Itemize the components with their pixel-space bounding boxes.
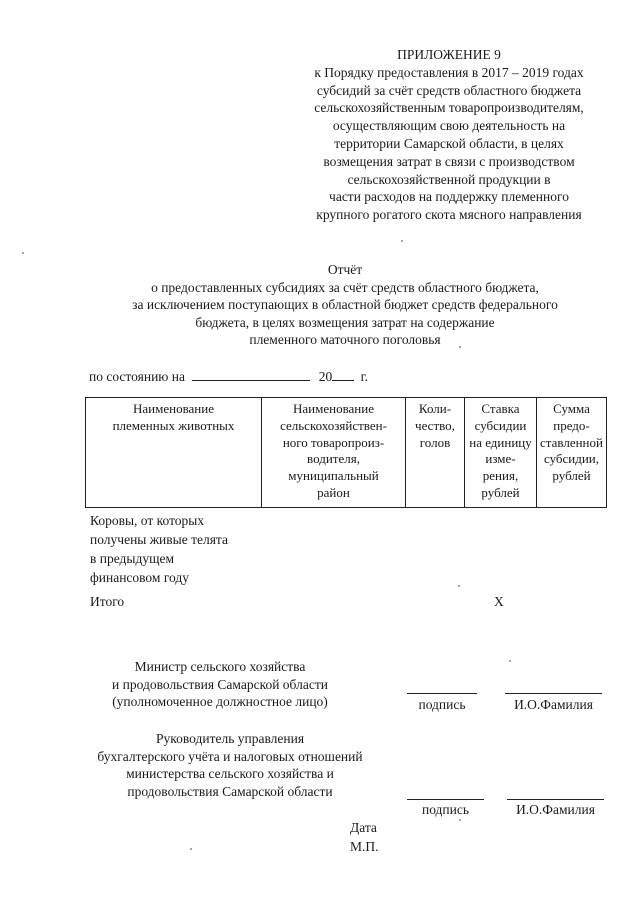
header-line: водителя, [307, 451, 360, 467]
minister-signature-line[interactable] [407, 693, 477, 694]
minister-line: Министр сельского хозяйства [134, 659, 306, 674]
report-title-block [90, 261, 600, 349]
header-quantity [406, 398, 465, 508]
header-line: на единицу [469, 434, 532, 450]
row-label-line: получены живые телята [90, 532, 228, 547]
appendix-line: субсидий за счёт средств областного бюджета [316, 82, 582, 98]
table-header-row [86, 398, 607, 508]
header-line: сельскохозяйствен- [280, 417, 387, 433]
status-prefix: по состоянию на [89, 369, 185, 384]
header-line: Ставка [481, 401, 520, 416]
appendix-line: части расходов на поддержку племенного [329, 189, 569, 205]
head-line: Руководитель управления [155, 731, 305, 746]
header-amount [537, 398, 607, 508]
header-line: Сумма [553, 401, 590, 416]
minister-name-label: И.О.Фамилия [514, 697, 593, 712]
header-line: рения, [482, 468, 519, 484]
header-producer-name [262, 398, 406, 508]
head-accounting-signature-block [70, 730, 390, 800]
header-line: рублей [552, 468, 591, 484]
report-title: Отчёт [327, 262, 363, 277]
header-animal-name [86, 398, 262, 508]
report-subtitle-line: за исключением поступающих в областной бюджет средств федерального [132, 297, 558, 312]
scan-speck [459, 819, 461, 821]
header-line: субсидии [474, 417, 527, 433]
stamp-label: М.П. [350, 839, 379, 854]
header-line: чество, [415, 417, 455, 433]
row-label-line: в предыдущем [90, 551, 175, 566]
head-signature-label: подпись [421, 802, 470, 817]
header-line: рублей [481, 484, 520, 500]
scan-speck [190, 848, 192, 850]
minister-signature-block [70, 658, 370, 711]
appendix-line: сельскохозяйственной продукции в [347, 171, 551, 187]
scan-speck [458, 585, 460, 587]
header-line: район [317, 484, 350, 500]
year-suffix: г. [360, 369, 368, 384]
report-subtitle-line: бюджета, в целях возмещения затрат на содержание [195, 314, 495, 330]
head-line: продовольствия Самарской области [127, 783, 333, 799]
scan-speck [509, 660, 511, 662]
appendix-line: возмещения затрат в связи с производством [323, 153, 575, 169]
header-line: Наименование [133, 401, 214, 416]
appendix-line: крупного рогатого скота мясного направления [316, 207, 582, 223]
header-line: Коли- [418, 401, 452, 416]
header-line: ного товаропроиз- [282, 434, 385, 450]
head-signature-line[interactable] [407, 799, 484, 800]
header-line: изме- [485, 451, 516, 467]
table-row-label [90, 511, 228, 587]
report-subtitle-line: о предоставленных субсидиях за счёт средств областного бюджета, [151, 279, 539, 295]
date-label: Дата [350, 820, 377, 835]
header-line: племенных животных [112, 417, 235, 433]
report-subtitle-line: племенного маточного поголовья [249, 332, 441, 347]
header-line: голов [419, 434, 451, 450]
minister-line: и продовольствия Самарской области [112, 676, 328, 692]
year-blank-field[interactable] [332, 368, 354, 381]
scan-speck [459, 346, 461, 348]
head-name-line[interactable] [507, 799, 604, 800]
status-date-line [89, 368, 368, 385]
appendix-line: сельскохозяйственным товаропроизводителям, [314, 100, 584, 116]
minister-line: (уполномоченное должностное лицо) [112, 694, 328, 709]
minister-name-line[interactable] [505, 693, 602, 694]
date-blank-field[interactable] [192, 368, 310, 381]
appendix-line: к Порядку предоставления в 2017 – 2019 годах [314, 64, 584, 80]
head-name-label: И.О.Фамилия [516, 802, 595, 817]
header-line: Наименование [293, 401, 374, 416]
scan-speck [22, 252, 24, 254]
header-line: ставленной [540, 434, 603, 450]
row-label-line: финансовом году [90, 570, 190, 585]
appendix-header [286, 46, 612, 224]
appendix-line: территории Самарской области, в целях [334, 135, 564, 151]
report-table [85, 397, 607, 508]
head-line: бухгалтерского учёта и налоговых отношений [97, 748, 363, 764]
header-line: субсидии, [543, 451, 600, 467]
total-label: Итого [90, 594, 125, 609]
date-stamp-block [350, 818, 379, 856]
scan-speck [401, 240, 403, 242]
header-line: предо- [553, 417, 590, 433]
total-x-mark: Х [494, 594, 504, 609]
head-line: министерства сельского хозяйства и [126, 766, 334, 781]
year-prefix: 20 [318, 369, 333, 384]
appendix-line: осуществляющим свою деятельность на [332, 118, 566, 134]
header-line: муниципальный [288, 468, 379, 484]
header-rate [465, 398, 537, 508]
minister-signature-label: подпись [418, 697, 466, 712]
row-label-line: Коровы, от которых [90, 513, 205, 528]
appendix-line: ПРИЛОЖЕНИЕ 9 [397, 47, 501, 62]
